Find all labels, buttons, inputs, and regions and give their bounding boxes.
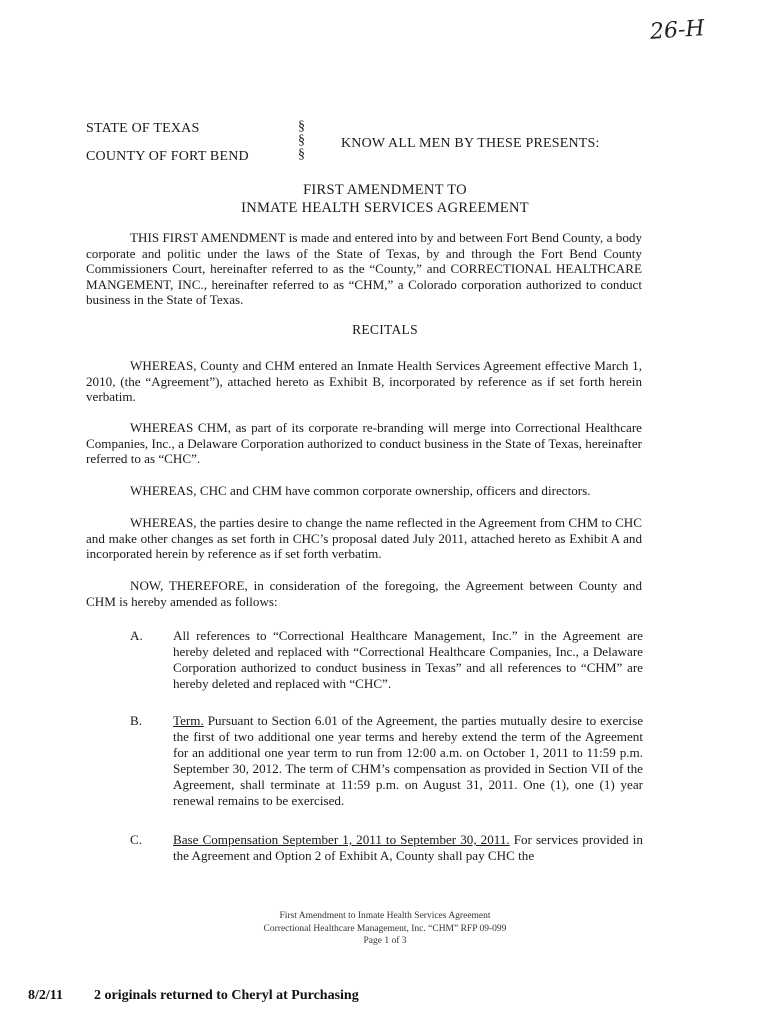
- footer-line-1: First Amendment to Inmate Health Services Agreement: [279, 911, 491, 921]
- know-all-men-caption: KNOW ALL MEN BY THESE PRESENTS:: [341, 136, 600, 151]
- footer-line-2: Correctional Healthcare Management, Inc. “CHM” RFP 09-099: [263, 923, 507, 934]
- item-b-text: Pursuant to Section 6.01 of the Agreement, the parties mutually desire to exercise the first of two additional one year terms and hereby extend the term of the Agreement for an additional one year term to run from 12:00 a.m. on October 1, 2011 to 11:59 p.m. September 30, 2012. The term of CHM’s compensation as provided in Section VII of the Agreement, shall terminate at 11:59 p.m. on August 31, 2011. One (1), one (1) year renewal remains to be exercised.: [173, 713, 644, 808]
- handwritten-date-note: 8/2/11: [28, 988, 64, 1003]
- item-b-heading: Term.: [173, 713, 204, 728]
- item-a-letter: A.: [130, 628, 143, 643]
- item-b-letter: B.: [130, 713, 143, 728]
- page-footer: [0, 910, 770, 948]
- recital-2: WHEREAS CHM, as part of its corporate re-branding will merge into Correctional Healthcare Companies, Inc., a Delaware Corporation authorized to conduct business in the State of Texas, hereinafter referred to as “CHC”.: [86, 420, 642, 467]
- item-b-body: [173, 713, 643, 809]
- county-caption: COUNTY OF FORT BEND: [86, 149, 249, 164]
- intro-paragraph: THIS FIRST AMENDMENT is made and entered into by and between Fort Bend County, a body corporate and politic under the laws of the State of Texas, by and through the Fort Bend County Commissioners Court, hereinafter referred to as the “County,” and CORRECTIONAL HEALTHCARE MANGEMENT, INC., hereinafter referred to as “CHM,” a Colorado corporation authorized to conduct business in the State of Texas.: [86, 230, 642, 308]
- handwritten-page-mark: 26-H: [649, 16, 706, 45]
- section-mark: §: [298, 119, 306, 134]
- document-title-line1: FIRST AMENDMENT TO: [303, 182, 467, 198]
- recital-4: WHEREAS, the parties desire to change the name reflected in the Agreement from CHM to CHC and make other changes as set forth in CHC’s proposal dated July 2011, attached hereto as Exhibit A and incorporated herein by reference as if set forth verbatim.: [86, 515, 642, 562]
- recital-3: WHEREAS, CHC and CHM have common corporate ownership, officers and directors.: [130, 483, 591, 498]
- section-marks: [298, 120, 305, 162]
- footer-page-number: Page 1 of 3: [363, 936, 407, 946]
- section-mark: §: [298, 133, 306, 148]
- recital-1: WHEREAS, County and CHM entered an Inmate Health Services Agreement effective March 1, 2010, (the “Agreement”), attached hereto as Exhibit B, incorporated by reference as if set forth herein verbatim.: [86, 358, 642, 405]
- handwritten-return-note: 2 originals returned to Cheryl at Purchasing: [94, 988, 359, 1003]
- item-c-body: [173, 832, 643, 864]
- state-caption: STATE OF TEXAS: [86, 121, 200, 136]
- item-c-heading: Base Compensation September 1, 2011 to September 30, 2011.: [173, 832, 510, 847]
- item-c-text: For services provided in the Agreement and Option 2 of Exhibit A, County shall pay CHC the: [173, 832, 643, 863]
- recitals-heading: RECITALS: [352, 322, 418, 337]
- now-therefore-paragraph: NOW, THEREFORE, in consideration of the foregoing, the Agreement between County and CHM is hereby amended as follows:: [86, 578, 642, 609]
- item-c-letter: C.: [130, 832, 143, 847]
- item-a-text: All references to “Correctional Healthcare Management, Inc.” in the Agreement are hereby deleted and replaced with “Correctional Healthcare Companies, Inc., a Delaware Corporation authorized to conduct business in Texas” and all references to “CHM” are hereby deleted and replaced with “CHC”.: [173, 628, 643, 691]
- document-title-line2: INMATE HEALTH SERVICES AGREEMENT: [241, 200, 529, 216]
- section-mark: §: [298, 147, 306, 162]
